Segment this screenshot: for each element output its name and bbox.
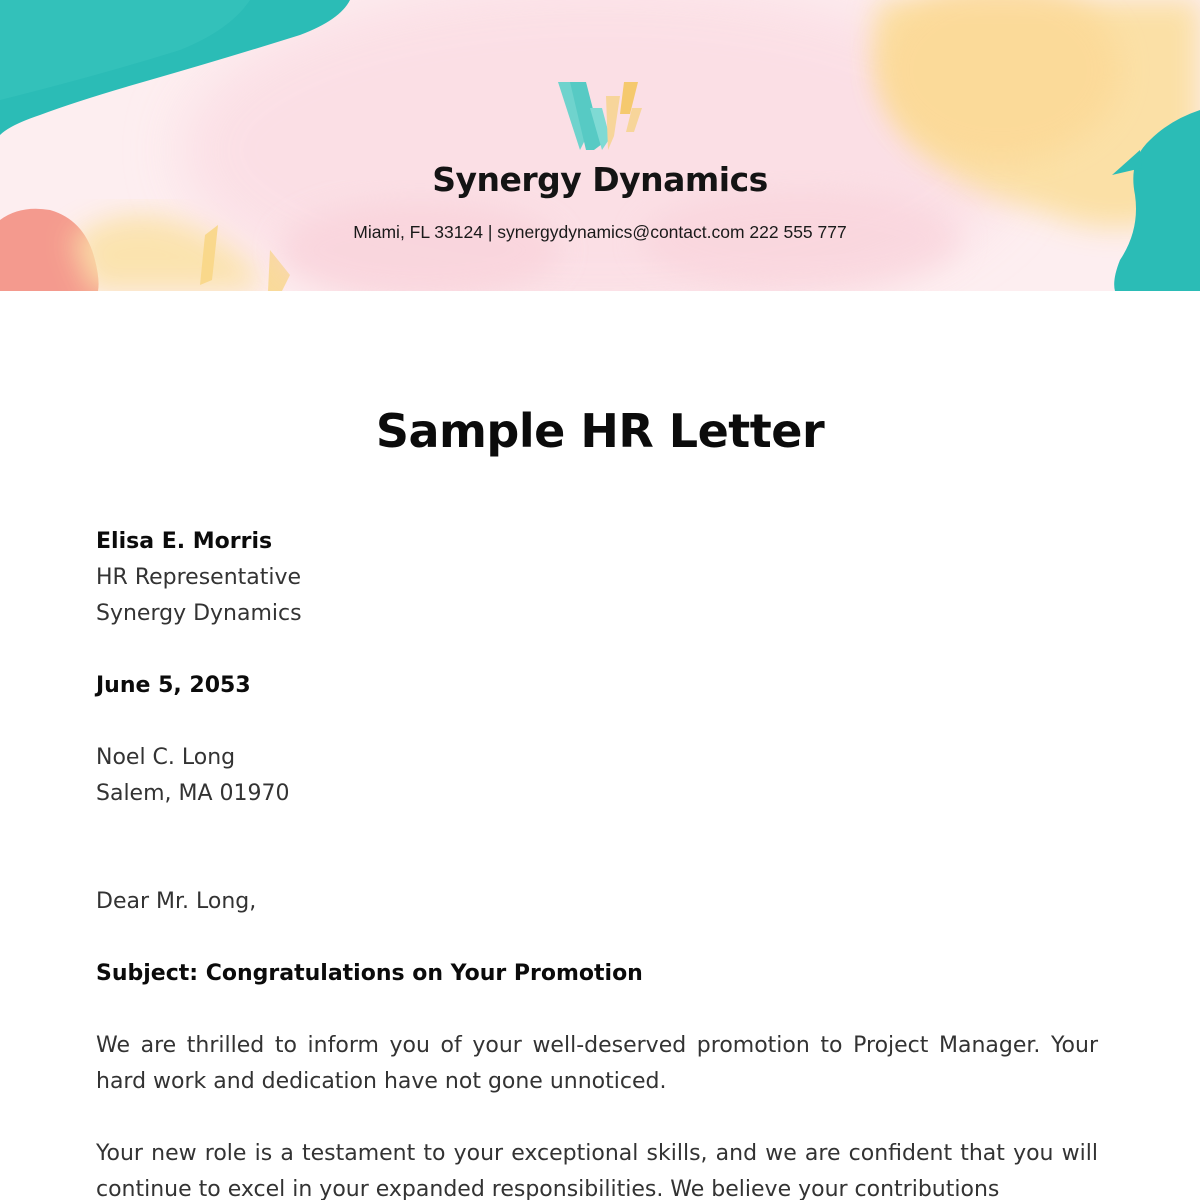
sender-role: HR Representative [96,565,302,590]
document-title: Sample HR Letter [375,404,825,458]
company-name: Synergy Dynamics [432,160,768,199]
body-paragraph: Your new role is a testament to your exceptional skills, and we are confident that you will continue to excel in your expanded responsibilities. We believe your contributions [96,1141,1098,1200]
sender-company: Synergy Dynamics [96,601,302,626]
header-banner [0,0,1200,291]
letter-date: June 5, 2053 [96,673,251,698]
w-logo-icon [556,78,646,154]
sender-name: Elisa E. Morris [96,529,273,554]
recipient-name: Noel C. Long [96,745,236,770]
salutation: Dear Mr. Long, [96,889,257,914]
subject-line: Subject: Congratulations on Your Promotion [96,961,643,986]
contact-line: Miami, FL 33124 | synergydynamics@contact.com 222 555 777 [353,222,847,242]
recipient-address: Salem, MA 01970 [96,781,290,806]
body-paragraph: We are thrilled to inform you of your well-deserved promotion to Project Manager. Your hard work and dedication have not gone unnoticed. [96,1033,1098,1094]
